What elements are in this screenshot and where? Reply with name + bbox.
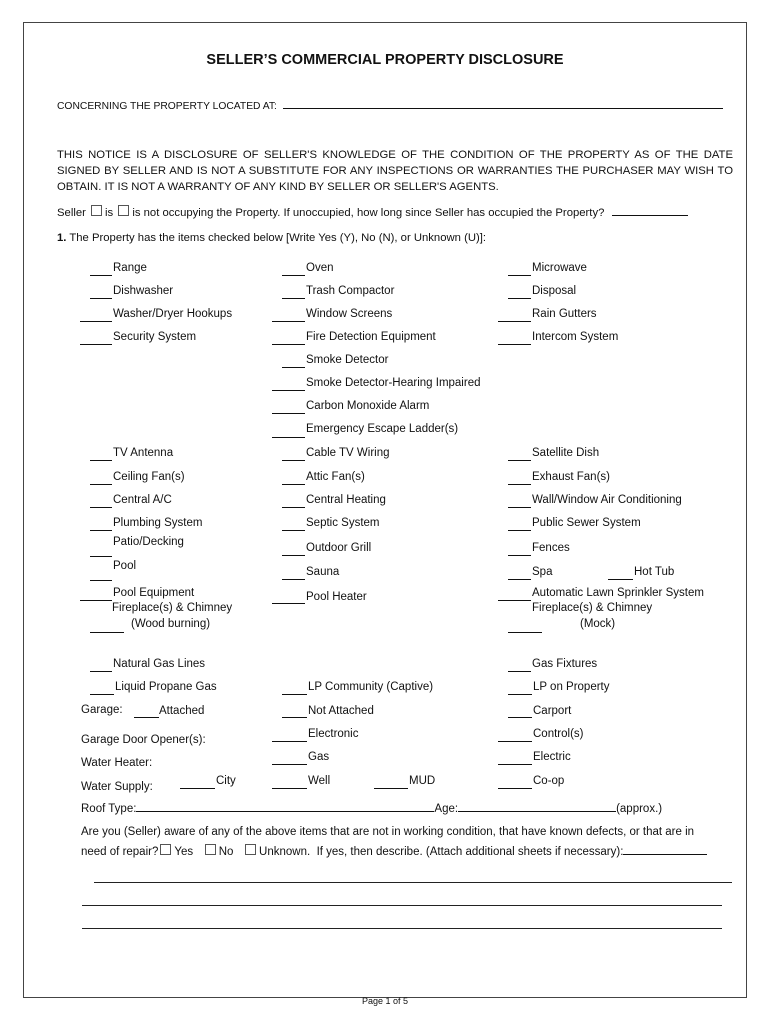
description-line-1[interactable] xyxy=(94,882,732,883)
septic-label: Septic System xyxy=(306,517,380,529)
water-heater-gas-answer-blank[interactable] xyxy=(272,764,307,765)
dishwasher-answer-blank[interactable] xyxy=(90,298,112,299)
smoke-detector-answer-blank[interactable] xyxy=(282,367,305,368)
exhaust-fans-label: Exhaust Fan(s) xyxy=(532,471,610,483)
pool-equipment-answer-blank[interactable] xyxy=(80,600,112,601)
security-system-answer-blank[interactable] xyxy=(80,344,112,345)
well-label: Well xyxy=(308,775,331,787)
section-1-number: 1. xyxy=(57,232,67,244)
range-answer-blank[interactable] xyxy=(90,275,112,276)
not-attached-label: Not Attached xyxy=(308,705,374,717)
is-not-occupying-label: is not occupying the Property. If unoccupied, how long since Seller has occupied the Property? xyxy=(132,207,605,219)
coop-answer-blank[interactable] xyxy=(498,788,532,789)
patio-label: Patio/Decking xyxy=(113,536,184,548)
describe-field[interactable] xyxy=(623,843,707,855)
roof-type-label: Roof Type: xyxy=(81,803,137,815)
tv-antenna-label: TV Antenna xyxy=(113,447,174,459)
roof-row xyxy=(81,800,662,816)
rain-gutters-answer-blank[interactable] xyxy=(498,321,531,322)
fireplace-wood-type-label: (Wood burning) xyxy=(131,618,211,630)
fire-detection-answer-blank[interactable] xyxy=(272,344,305,345)
approx-label: (approx.) xyxy=(616,803,663,815)
mud-answer-blank[interactable] xyxy=(374,788,408,789)
central-heating-label: Central Heating xyxy=(306,494,386,506)
central-ac-label: Central A/C xyxy=(113,494,172,506)
spa-label: Spa xyxy=(532,566,553,578)
cable-tv-label: Cable TV Wiring xyxy=(306,447,390,459)
plumbing-answer-blank[interactable] xyxy=(90,530,112,531)
fences-label: Fences xyxy=(532,542,570,554)
electronic-answer-blank[interactable] xyxy=(272,741,307,742)
mud-label: MUD xyxy=(409,775,436,787)
microwave-label: Microwave xyxy=(532,262,587,274)
central-ac-answer-blank[interactable] xyxy=(90,507,112,508)
microwave-answer-blank[interactable] xyxy=(508,275,531,276)
repair-question-line1: Are you (Seller) aware of any of the above items that are not in working condition, that have known defects, or that are in xyxy=(81,826,695,838)
lawn-sprinkler-label: Automatic Lawn Sprinkler System xyxy=(532,587,704,599)
washer-dryer-answer-blank[interactable] xyxy=(80,321,112,322)
attic-fans-label: Attic Fan(s) xyxy=(306,471,365,483)
rain-gutters-label: Rain Gutters xyxy=(532,308,597,320)
fireplace-wood-label: Fireplace(s) & Chimney xyxy=(112,602,233,614)
patio-answer-blank[interactable] xyxy=(90,556,112,557)
fireplace-mock-answer-blank[interactable] xyxy=(508,632,542,633)
intercom-label: Intercom System xyxy=(532,331,619,343)
roof-type-field[interactable] xyxy=(136,800,434,812)
unknown-label: Unknown. xyxy=(259,846,311,858)
smoke-detector-hearing-label: Smoke Detector-Hearing Impaired xyxy=(306,377,481,389)
repair-question-label: need of repair? xyxy=(81,846,159,858)
controls-label: Control(s) xyxy=(533,728,584,740)
well-answer-blank[interactable] xyxy=(272,788,307,789)
exhaust-fans-answer-blank[interactable] xyxy=(508,484,531,485)
lp-community-label: LP Community (Captive) xyxy=(308,681,434,693)
city-label: City xyxy=(216,775,236,787)
window-screens-label: Window Screens xyxy=(306,308,393,320)
carbon-monoxide-answer-blank[interactable] xyxy=(272,413,305,414)
water-supply-label: Water Supply: xyxy=(81,781,153,793)
property-address-field[interactable] xyxy=(283,97,723,109)
carport-answer-blank[interactable] xyxy=(508,717,532,718)
page-footer: Page 1 of 5 xyxy=(361,996,409,1006)
pool-equipment-label: Pool Equipment xyxy=(113,587,195,599)
liquid-propane-label: Liquid Propane Gas xyxy=(115,681,217,693)
lp-community-answer-blank[interactable] xyxy=(282,694,307,695)
unoccupied-duration-field[interactable] xyxy=(612,204,688,216)
section-1-text: The Property has the items checked below [Write Yes (Y), No (N), or Unknown (U)]: xyxy=(69,232,487,244)
carbon-monoxide-label: Carbon Monoxide Alarm xyxy=(306,400,430,412)
intercom-answer-blank[interactable] xyxy=(498,344,531,345)
garage-label: Garage: xyxy=(81,704,123,716)
tv-antenna-answer-blank[interactable] xyxy=(90,460,112,461)
occupancy-row xyxy=(57,204,688,220)
is-label: is xyxy=(105,207,114,219)
satellite-dish-answer-blank[interactable] xyxy=(508,460,531,461)
cable-tv-answer-blank[interactable] xyxy=(282,460,305,461)
page-title: SELLER’S COMMERCIAL PROPERTY DISCLOSURE xyxy=(206,52,564,68)
sauna-label: Sauna xyxy=(306,566,340,578)
range-label: Range xyxy=(113,262,147,274)
controls-answer-blank[interactable] xyxy=(498,741,532,742)
description-line-2[interactable] xyxy=(82,905,722,906)
no-checkbox[interactable] xyxy=(205,844,216,855)
ceiling-fans-label: Ceiling Fan(s) xyxy=(113,471,185,483)
pool-label: Pool xyxy=(113,560,137,572)
gas-fixtures-label: Gas Fixtures xyxy=(532,658,598,670)
lp-property-label: LP on Property xyxy=(533,681,610,693)
garage-door-opener-label: Garage Door Opener(s): xyxy=(81,734,206,746)
yes-label: Yes xyxy=(174,846,194,858)
yes-checkbox[interactable] xyxy=(160,844,171,855)
disposal-answer-blank[interactable] xyxy=(508,298,531,299)
attached-label: Attached xyxy=(159,705,205,717)
security-system-label: Security System xyxy=(113,331,197,343)
disclosure-notice: THIS NOTICE IS A DISCLOSURE OF SELLER'S KNOWLEDGE OF THE CONDITION OF THE PROPERTY AS OF THE DATE SIGNED BY SELLER AND IS NOT A SUBSTITUTE FOR ANY INSPECTIONS OR WARRANTIES THE PURCHASER MAY WISH TO OBTAIN. IT IS NOT A WARRANTY OF ANY KIND BY SELLER OR SELLER'S AGENTS. xyxy=(57,149,733,193)
attached-answer-blank[interactable] xyxy=(134,717,159,718)
unknown-checkbox[interactable] xyxy=(245,844,256,855)
natural-gas-answer-blank[interactable] xyxy=(90,671,112,672)
fireplace-wood-answer-blank[interactable] xyxy=(90,632,124,633)
public-sewer-label: Public Sewer System xyxy=(532,517,641,529)
fire-detection-label: Fire Detection Equipment xyxy=(306,331,436,343)
emergency-ladder-answer-blank[interactable] xyxy=(272,437,305,438)
pool-heater-label: Pool Heater xyxy=(306,591,367,603)
seller-label: Seller xyxy=(57,207,86,219)
pool-heater-answer-blank[interactable] xyxy=(272,603,305,604)
carport-label: Carport xyxy=(533,705,572,717)
section-1-heading xyxy=(57,232,486,245)
dishwasher-label: Dishwasher xyxy=(113,285,174,297)
disposal-label: Disposal xyxy=(532,285,577,297)
liquid-propane-answer-blank[interactable] xyxy=(90,694,114,695)
water-heater-label: Water Heater: xyxy=(81,757,153,769)
septic-answer-blank[interactable] xyxy=(282,530,305,531)
age-field[interactable] xyxy=(458,800,616,812)
attic-fans-answer-blank[interactable] xyxy=(282,484,305,485)
sauna-answer-blank[interactable] xyxy=(282,579,305,580)
outdoor-grill-label: Outdoor Grill xyxy=(306,542,372,554)
hot-tub-answer-blank[interactable] xyxy=(608,579,633,580)
smoke-detector-hearing-answer-blank[interactable] xyxy=(272,390,305,391)
natural-gas-label: Natural Gas Lines xyxy=(113,658,206,670)
water-heater-electric-label: Electric xyxy=(533,751,571,763)
fireplace-mock-label: Fireplace(s) & Chimney xyxy=(532,602,653,614)
washer-dryer-label: Washer/Dryer Hookups xyxy=(113,308,233,320)
smoke-detector-label: Smoke Detector xyxy=(306,354,389,366)
window-screens-answer-blank[interactable] xyxy=(272,321,305,322)
is-not-occupying-checkbox[interactable] xyxy=(118,205,129,216)
water-heater-electric-answer-blank[interactable] xyxy=(498,764,532,765)
not-attached-answer-blank[interactable] xyxy=(282,717,307,718)
outdoor-grill-answer-blank[interactable] xyxy=(282,555,305,556)
coop-label: Co-op xyxy=(533,775,565,787)
oven-label: Oven xyxy=(306,262,334,274)
hot-tub-label: Hot Tub xyxy=(634,566,675,578)
city-answer-blank[interactable] xyxy=(180,788,215,789)
is-occupying-checkbox[interactable] xyxy=(91,205,102,216)
electronic-label: Electronic xyxy=(308,728,359,740)
emergency-ladder-label: Emergency Escape Ladder(s) xyxy=(306,423,459,435)
repair-question-line2 xyxy=(81,843,707,859)
pool-answer-blank[interactable] xyxy=(90,580,112,581)
public-sewer-answer-blank[interactable] xyxy=(508,530,531,531)
trash-compactor-label: Trash Compactor xyxy=(306,285,395,297)
ceiling-fans-answer-blank[interactable] xyxy=(90,484,112,485)
age-label: Age: xyxy=(434,803,459,815)
lp-property-answer-blank[interactable] xyxy=(508,694,532,695)
description-line-3[interactable] xyxy=(82,928,722,929)
satellite-dish-label: Satellite Dish xyxy=(532,447,600,459)
wall-window-ac-label: Wall/Window Air Conditioning xyxy=(532,494,682,506)
gas-fixtures-answer-blank[interactable] xyxy=(508,671,531,672)
lawn-sprinkler-answer-blank[interactable] xyxy=(498,600,531,601)
fences-answer-blank[interactable] xyxy=(508,555,531,556)
no-label: No xyxy=(218,846,234,858)
spa-answer-blank[interactable] xyxy=(508,579,531,580)
fireplace-mock-type-label: (Mock) xyxy=(580,618,616,630)
plumbing-label: Plumbing System xyxy=(113,517,203,529)
wall-window-ac-answer-blank[interactable] xyxy=(508,507,531,508)
water-heater-gas-label: Gas xyxy=(308,751,330,763)
property-address-label: CONCERNING THE PROPERTY LOCATED AT: xyxy=(57,101,277,112)
property-address-row xyxy=(57,97,723,113)
trash-compactor-answer-blank[interactable] xyxy=(282,298,305,299)
describe-label: If yes, then describe. (Attach additional sheets if necessary): xyxy=(316,846,624,858)
oven-answer-blank[interactable] xyxy=(282,275,305,276)
central-heating-answer-blank[interactable] xyxy=(282,507,305,508)
